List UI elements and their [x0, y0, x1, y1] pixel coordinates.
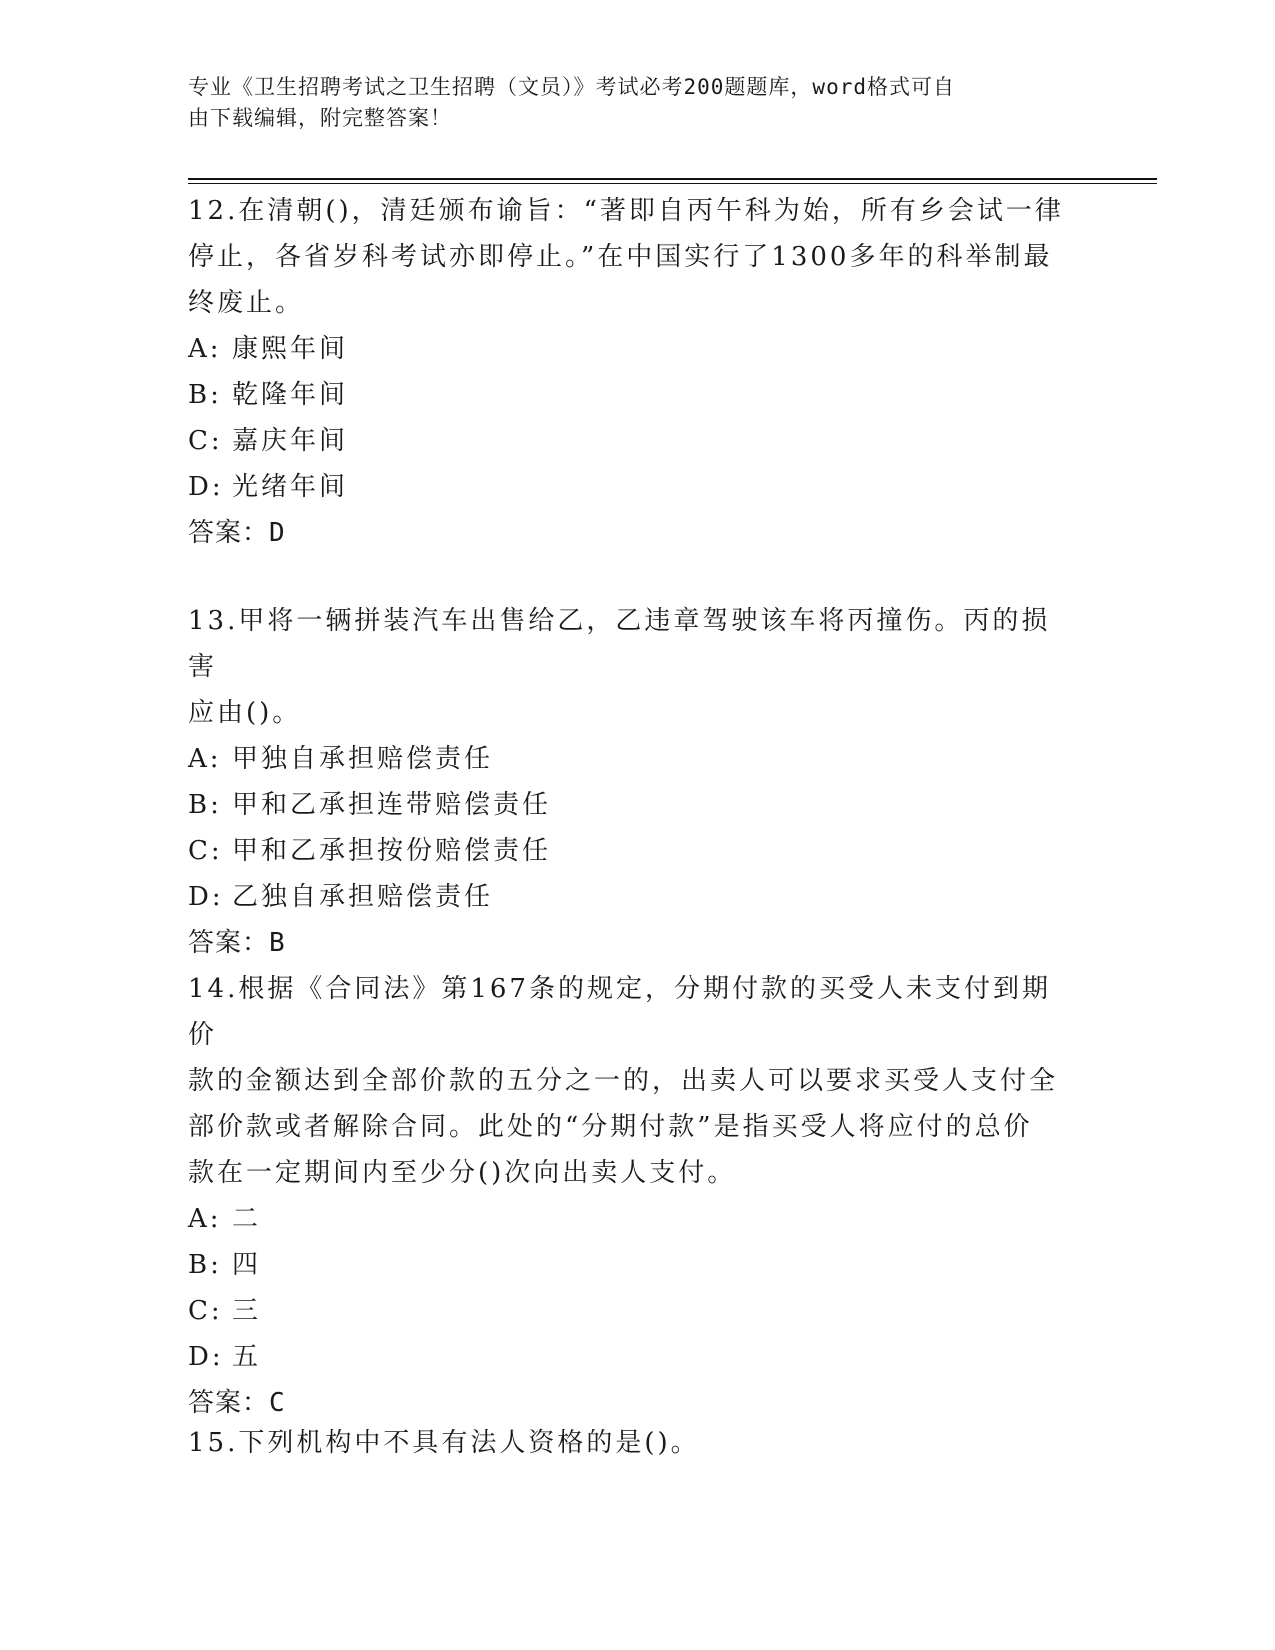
answer-label: 答案：: [188, 928, 270, 958]
question-stem-line: 12.在清朝()，清廷颁布谕旨：“著即自丙午科为始，所有乡会试一律: [188, 196, 1064, 226]
question-15: [188, 1420, 1078, 1466]
option-label: A:: [188, 334, 222, 364]
header-rule-thin: [188, 183, 1157, 184]
option-text: 乙独自承担赔偿责任: [232, 882, 494, 912]
option-text: 甲和乙承担按份赔偿责任: [232, 836, 552, 866]
option-text: 乾隆年间: [232, 380, 349, 410]
answer-line: [188, 510, 1078, 556]
option-label: B:: [188, 1250, 222, 1280]
answer-label: 答案：: [188, 1388, 270, 1418]
option-d: [188, 1334, 1078, 1380]
option-label: D:: [188, 1342, 224, 1372]
question-stem-line: 停止，各省岁科考试亦即停止。”在中国实行了1300多年的科举制最: [188, 242, 1053, 272]
option-d: [188, 464, 1078, 510]
option-text: 甲独自承担赔偿责任: [232, 744, 494, 774]
answer-value: C: [269, 1388, 286, 1418]
question-stem-line: 部价款或者解除合同。此处的“分期付款”是指买受人将应付的总价: [188, 1112, 1033, 1142]
option-label: A:: [188, 1204, 222, 1234]
question-stem-line: 款的金额达到全部价款的五分之一的，出卖人可以要求买受人支付全: [188, 1066, 1059, 1096]
option-label: B:: [188, 790, 222, 820]
document-header: [188, 72, 1088, 134]
option-a: [188, 736, 1078, 782]
option-c: [188, 828, 1078, 874]
option-b: [188, 372, 1078, 418]
answer-label: 答案：: [188, 518, 270, 548]
question-stem-line: 应由()。: [188, 698, 302, 728]
option-label: C:: [188, 426, 223, 456]
option-text: 光绪年间: [232, 472, 349, 502]
option-b: [188, 782, 1078, 828]
option-a: [188, 326, 1078, 372]
option-text: 三: [232, 1296, 262, 1326]
option-c: [188, 1288, 1078, 1334]
option-text: 四: [232, 1250, 262, 1280]
option-a: [188, 1196, 1078, 1242]
question-stem-line: 款在一定期间内至少分()次向出卖人支付。: [188, 1158, 737, 1188]
question-13: [188, 598, 1078, 966]
question-stem-line: 15.下列机构中不具有法人资格的是()。: [188, 1428, 700, 1458]
option-text: 康熙年间: [232, 334, 349, 364]
option-text: 甲和乙承担连带赔偿责任: [232, 790, 552, 820]
option-d: [188, 874, 1078, 920]
question-stem-line: 终废止。: [188, 288, 305, 318]
option-label: B:: [188, 380, 222, 410]
option-label: D:: [188, 882, 224, 912]
option-b: [188, 1242, 1078, 1288]
answer-line: [188, 920, 1078, 966]
header-rule-thick: [188, 178, 1157, 180]
answer-value: B: [269, 928, 286, 958]
question-stem-line: 14.根据《合同法》第167条的规定，分期付款的买受人未支付到期价: [188, 974, 1051, 1050]
option-label: D:: [188, 472, 224, 502]
option-text: 五: [232, 1342, 262, 1372]
option-label: C:: [188, 836, 223, 866]
option-text: 二: [232, 1204, 262, 1234]
answer-value: D: [269, 518, 286, 548]
header-line-1: 专业《卫生招聘考试之卫生招聘（文员）》考试必考200题题库，word格式可自: [188, 75, 955, 99]
option-c: [188, 418, 1078, 464]
question-12: [188, 188, 1078, 556]
option-text: 嘉庆年间: [232, 426, 349, 456]
question-stem-line: 13.甲将一辆拼装汽车出售给乙，乙违章驾驶该车将丙撞伤。丙的损害: [188, 606, 1051, 682]
header-line-2: 由下载编辑，附完整答案！: [188, 106, 452, 130]
option-label: A:: [188, 744, 222, 774]
question-14: [188, 966, 1078, 1426]
option-label: C:: [188, 1296, 223, 1326]
